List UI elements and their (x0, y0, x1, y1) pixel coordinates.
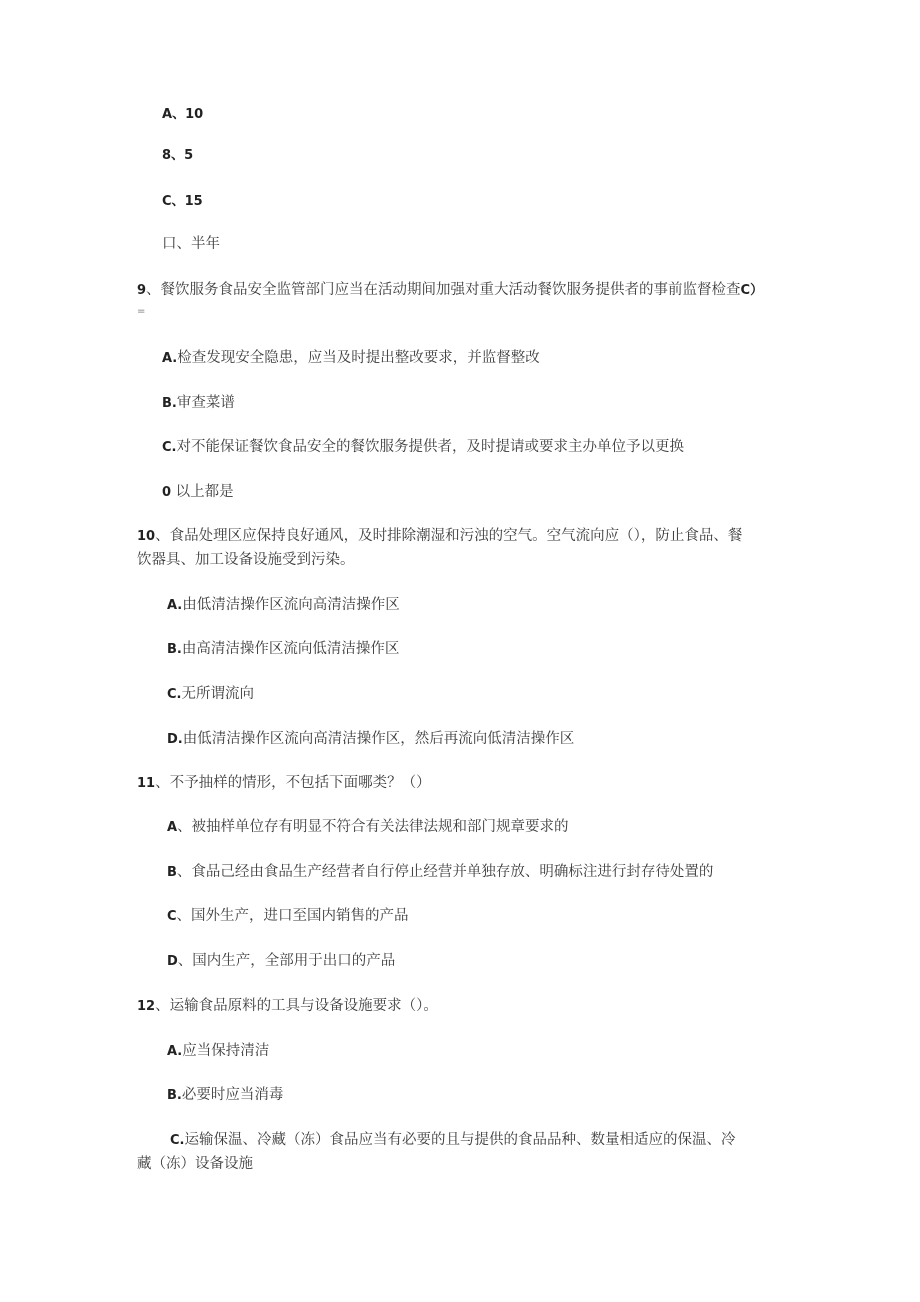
option-marker: B (167, 865, 177, 880)
option-text: 由低清洁操作区流向高清洁操作区 (182, 597, 400, 613)
question-number: 9 (137, 283, 147, 298)
option-marker: A (167, 820, 178, 835)
option-marker: A. (167, 1044, 183, 1059)
option-text: 由高清洁操作区流向低清洁操作区 (181, 641, 400, 657)
q10-option-d (167, 730, 574, 749)
question-9 (137, 281, 763, 300)
q9-option-a (162, 349, 540, 368)
option-text: 10 (185, 107, 204, 122)
option-text: 运输保温、冷藏（冻）食品应当有必要的且与提供的食品品种、数量相适应的保温、冷 (184, 1132, 736, 1148)
question-text: 、食品处理区应保持良好通风，及时排除潮湿和污浊的空气。空气流向应（），防止食品、餐 (155, 528, 743, 544)
option-marker: A. (162, 351, 178, 366)
option-marker: C. (167, 687, 182, 702)
question-12 (137, 997, 438, 1016)
option-text: 应当保持清洁 (182, 1043, 270, 1059)
option-marker: B. (167, 642, 182, 657)
q9-option-d (162, 483, 234, 502)
option-text: 15 (184, 194, 203, 209)
option-text: 检查发现安全隐患，应当及时提出整改要求，并监督整改 (177, 350, 540, 366)
option-b: 8、5 (162, 148, 194, 163)
question-text: 、运输食品原料的工具与设备设施要求（）。 (155, 998, 438, 1014)
q11-option-c (167, 907, 409, 926)
option-d (162, 235, 220, 253)
option-text: 藏（冻）设备设施 (137, 1156, 253, 1172)
option-marker: B. (162, 396, 177, 411)
option-marker: B. (167, 1088, 182, 1103)
option-marker: C (167, 909, 177, 924)
question-number: 12 (137, 999, 156, 1014)
q10-option-c (167, 685, 254, 704)
option-c: C、15 (162, 194, 203, 209)
question-10 (137, 527, 742, 546)
option-marker: C. (162, 440, 177, 455)
option-text: 由低清洁操作区流向高清洁操作区，然后再流向低清洁操作区 (182, 731, 575, 747)
option-marker: C. (170, 1133, 185, 1148)
question-answer: C） (740, 283, 764, 298)
option-marker: C (162, 194, 172, 209)
option-marker: 8 (162, 148, 172, 163)
option-text: 对不能保证餐饮食品安全的餐饮服务提供者，及时提请或要求主办单位予以更换 (176, 439, 684, 455)
question-text: 、餐饮服务食品安全监管部门应当在活动期间加强对重大活动餐饮服务提供者的事前监督检查 (146, 282, 741, 298)
question-number: 10 (137, 529, 156, 544)
option-text: 、国外生产，进口至国内销售的产品 (176, 908, 409, 924)
option-a: A、10 (162, 107, 204, 122)
stray-mark: = (137, 306, 146, 317)
q12-option-c (170, 1131, 735, 1150)
option-text: 审查菜谱 (176, 395, 235, 411)
option-text: 口、半年 (162, 236, 220, 252)
question-number: 11 (137, 776, 156, 791)
option-marker: D (167, 954, 178, 969)
question-10-continuation (137, 551, 355, 569)
option-text: 必要时应当消毒 (181, 1087, 284, 1103)
q10-option-a (167, 596, 400, 615)
option-text: 以上都是 (171, 484, 234, 500)
q12-option-b (167, 1086, 283, 1105)
option-marker: A. (167, 598, 183, 613)
option-marker: D. (167, 732, 183, 747)
option-text: 、食品己经由食品生产经营者自行停止经营并单独存放、明确标注进行封存待处置的 (176, 864, 714, 880)
q9-option-b (162, 394, 235, 413)
option-text: 无所谓流向 (181, 686, 254, 702)
q12-option-a (167, 1042, 269, 1061)
question-11 (137, 774, 431, 793)
q9-option-c (162, 438, 684, 457)
option-text: 、国内生产，全部用于出口的产品 (177, 953, 396, 969)
question-text: 、不予抽样的情形，不包括下面哪类？（） (155, 775, 431, 791)
option-text: 、被抽样单位存有明显不符合有关法律法规和部门规章要求的 (177, 819, 569, 835)
option-marker: A (162, 107, 173, 122)
q10-option-b (167, 640, 399, 659)
option-marker: 0 (162, 485, 172, 500)
option-text: 5 (184, 148, 194, 163)
question-text: 饮器具、加工设备设施受到污染。 (137, 552, 355, 568)
q11-option-b (167, 863, 713, 882)
q11-option-d (167, 952, 395, 971)
q12-option-c-continuation (137, 1155, 253, 1173)
q11-option-a (167, 818, 569, 837)
